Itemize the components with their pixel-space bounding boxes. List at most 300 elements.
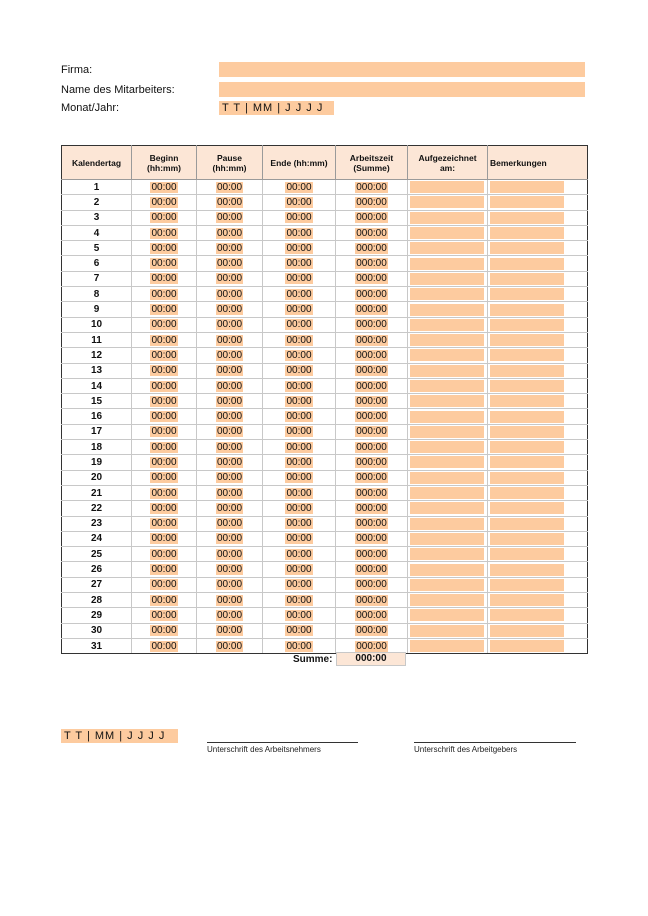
pause-input[interactable]: 00:00 <box>216 426 243 438</box>
pause-input[interactable]: 00:00 <box>216 472 243 484</box>
signature-line-employee <box>207 742 358 743</box>
beginn-input[interactable]: 00:00 <box>151 258 177 270</box>
day-cell: 11 <box>62 332 132 347</box>
ende-input[interactable]: 00:00 <box>286 609 312 621</box>
table-row <box>62 256 588 271</box>
day-cell: 29 <box>62 608 132 623</box>
ende-input[interactable]: 00:00 <box>286 273 312 285</box>
bemerkungen-cell <box>488 256 588 271</box>
ende-input[interactable]: 00:00 <box>286 456 312 468</box>
arbeitszeit-value: 000:00 <box>356 196 387 208</box>
pause-input[interactable]: 00:00 <box>216 579 243 591</box>
pause-cell <box>197 225 263 240</box>
bemerkungen-cell <box>488 378 588 393</box>
table-row <box>62 577 588 592</box>
beginn-input[interactable]: 00:00 <box>151 579 177 591</box>
bemerkungen-cell <box>488 180 588 195</box>
arbeitszeit-value: 000:00 <box>356 609 387 621</box>
arbeitszeit-value: 000:00 <box>356 365 387 377</box>
table-row <box>62 501 588 516</box>
pause-input[interactable]: 00:00 <box>216 441 243 453</box>
aufgezeichnet-cell <box>408 593 488 608</box>
beginn-input[interactable]: 00:00 <box>151 196 177 208</box>
beginn-cell <box>132 577 197 592</box>
arbeitszeit-cell <box>336 547 408 562</box>
arbeitszeit-value: 000:00 <box>356 181 387 193</box>
aufgezeichnet-input[interactable] <box>410 548 484 560</box>
aufgezeichnet-cell <box>408 547 488 562</box>
ende-input[interactable]: 00:00 <box>286 579 312 591</box>
ende-input[interactable]: 00:00 <box>286 242 312 254</box>
pause-input[interactable]: 00:00 <box>216 456 243 468</box>
ende-input[interactable]: 00:00 <box>286 227 312 239</box>
aufgezeichnet-input[interactable] <box>410 594 484 606</box>
aufgezeichnet-input[interactable] <box>410 533 484 545</box>
aufgezeichnet-input[interactable] <box>410 212 484 224</box>
aufgezeichnet-cell <box>408 332 488 347</box>
day-cell: 7 <box>62 271 132 286</box>
bemerkungen-input[interactable] <box>490 625 564 637</box>
pause-cell <box>197 577 263 592</box>
ende-cell <box>263 577 336 592</box>
aufgezeichnet-cell <box>408 363 488 378</box>
pause-input[interactable]: 00:00 <box>216 288 243 300</box>
pause-input[interactable]: 00:00 <box>216 273 243 285</box>
ende-input[interactable]: 00:00 <box>286 441 312 453</box>
beginn-cell <box>132 363 197 378</box>
pause-input[interactable]: 00:00 <box>216 594 243 606</box>
day-cell: 8 <box>62 287 132 302</box>
ende-input[interactable]: 00:00 <box>286 349 312 361</box>
aufgezeichnet-cell <box>408 440 488 455</box>
ende-cell <box>263 501 336 516</box>
pause-input[interactable]: 00:00 <box>216 258 243 270</box>
ende-cell <box>263 547 336 562</box>
beginn-input[interactable]: 00:00 <box>151 395 177 407</box>
aufgezeichnet-input[interactable] <box>410 395 484 407</box>
table-row <box>62 547 588 562</box>
ende-cell <box>263 378 336 393</box>
arbeitszeit-cell <box>336 271 408 286</box>
bemerkungen-input[interactable] <box>490 609 564 621</box>
beginn-cell <box>132 180 197 195</box>
bemerkungen-input[interactable] <box>490 258 564 270</box>
aufgezeichnet-input[interactable] <box>410 242 484 254</box>
footer-date-input[interactable]: T T | MM | J J J J <box>61 729 178 743</box>
beginn-input[interactable]: 00:00 <box>151 609 177 621</box>
day-cell: 1 <box>62 180 132 195</box>
ende-cell <box>263 638 336 653</box>
bemerkungen-cell <box>488 287 588 302</box>
bemerkungen-input[interactable] <box>490 304 564 316</box>
aufgezeichnet-cell <box>408 287 488 302</box>
pause-input[interactable]: 00:00 <box>216 395 243 407</box>
bemerkungen-cell <box>488 348 588 363</box>
day-cell: 15 <box>62 394 132 409</box>
monat-input[interactable]: T T | MM | J J J J <box>219 101 334 115</box>
pause-cell <box>197 271 263 286</box>
ende-input[interactable]: 00:00 <box>286 196 312 208</box>
beginn-input[interactable]: 00:00 <box>151 441 177 453</box>
beginn-cell <box>132 562 197 577</box>
arbeitszeit-value: 000:00 <box>356 518 387 530</box>
bemerkungen-input[interactable] <box>490 365 564 377</box>
table-row <box>62 638 588 653</box>
arbeitszeit-cell <box>336 593 408 608</box>
beginn-input[interactable]: 00:00 <box>151 487 177 499</box>
bemerkungen-input[interactable] <box>490 640 564 652</box>
pause-input[interactable]: 00:00 <box>216 380 243 392</box>
arbeitszeit-cell <box>336 623 408 638</box>
aufgezeichnet-input[interactable] <box>410 426 484 438</box>
beginn-input[interactable]: 00:00 <box>151 594 177 606</box>
table-header-row <box>62 146 588 180</box>
aufgezeichnet-input[interactable] <box>410 411 484 423</box>
beginn-input[interactable]: 00:00 <box>151 242 177 254</box>
table-row <box>62 287 588 302</box>
aufgezeichnet-input[interactable] <box>410 640 484 652</box>
aufgezeichnet-cell <box>408 562 488 577</box>
ende-input[interactable]: 00:00 <box>286 564 312 576</box>
ende-input[interactable]: 00:00 <box>286 548 312 560</box>
beginn-input[interactable]: 00:00 <box>151 518 177 530</box>
beginn-cell <box>132 593 197 608</box>
arbeitszeit-cell <box>336 225 408 240</box>
pause-input[interactable]: 00:00 <box>216 319 243 331</box>
beginn-input[interactable]: 00:00 <box>151 640 177 652</box>
bemerkungen-cell <box>488 409 588 424</box>
bemerkungen-input[interactable] <box>490 411 564 423</box>
beginn-cell <box>132 348 197 363</box>
aufgezeichnet-input[interactable] <box>410 502 484 514</box>
bemerkungen-input[interactable] <box>490 319 564 331</box>
mitarbeiter-label: Name des Mitarbeiters: <box>61 84 175 96</box>
aufgezeichnet-input[interactable] <box>410 196 484 208</box>
beginn-input[interactable]: 00:00 <box>151 548 177 560</box>
day-cell: 25 <box>62 547 132 562</box>
arbeitszeit-cell <box>336 608 408 623</box>
ende-input[interactable]: 00:00 <box>286 533 312 545</box>
beginn-cell <box>132 547 197 562</box>
aufgezeichnet-input[interactable] <box>410 365 484 377</box>
pause-cell <box>197 210 263 225</box>
bemerkungen-cell <box>488 332 588 347</box>
aufgezeichnet-cell <box>408 180 488 195</box>
arbeitszeit-cell <box>336 440 408 455</box>
ende-input[interactable]: 00:00 <box>286 181 312 193</box>
arbeitszeit-value: 000:00 <box>356 380 387 392</box>
beginn-input[interactable]: 00:00 <box>151 411 177 423</box>
ende-input[interactable]: 00:00 <box>286 304 312 316</box>
beginn-cell <box>132 287 197 302</box>
ende-input[interactable]: 00:00 <box>286 594 312 606</box>
monat-label: Monat/Jahr: <box>61 102 120 114</box>
pause-input[interactable]: 00:00 <box>216 334 243 346</box>
ende-input[interactable]: 00:00 <box>286 258 312 270</box>
beginn-input[interactable]: 00:00 <box>151 181 177 193</box>
ende-cell <box>263 363 336 378</box>
bemerkungen-cell <box>488 394 588 409</box>
aufgezeichnet-cell <box>408 378 488 393</box>
beginn-cell <box>132 409 197 424</box>
arbeitszeit-cell <box>336 470 408 485</box>
beginn-input[interactable]: 00:00 <box>151 227 177 239</box>
table-row <box>62 470 588 485</box>
aufgezeichnet-input[interactable] <box>410 441 484 453</box>
ende-cell <box>263 302 336 317</box>
bemerkungen-cell <box>488 531 588 546</box>
pause-input[interactable]: 00:00 <box>216 533 243 545</box>
ende-input[interactable]: 00:00 <box>286 395 312 407</box>
aufgezeichnet-cell <box>408 623 488 638</box>
bemerkungen-input[interactable] <box>490 426 564 438</box>
pause-input[interactable]: 00:00 <box>216 564 243 576</box>
arbeitszeit-value: 000:00 <box>356 258 387 270</box>
ende-input[interactable]: 00:00 <box>286 212 312 224</box>
beginn-input[interactable]: 00:00 <box>151 472 177 484</box>
arbeitszeit-value: 000:00 <box>356 273 387 285</box>
beginn-cell <box>132 531 197 546</box>
pause-cell <box>197 256 263 271</box>
bemerkungen-input[interactable] <box>490 196 564 208</box>
arbeitszeit-cell <box>336 195 408 210</box>
pause-input[interactable]: 00:00 <box>216 304 243 316</box>
aufgezeichnet-input[interactable] <box>410 227 484 239</box>
ende-input[interactable]: 00:00 <box>286 319 312 331</box>
day-cell: 6 <box>62 256 132 271</box>
pause-input[interactable]: 00:00 <box>216 625 243 637</box>
bemerkungen-input[interactable] <box>490 380 564 392</box>
beginn-input[interactable]: 00:00 <box>151 380 177 392</box>
aufgezeichnet-input[interactable] <box>410 258 484 270</box>
pause-input[interactable]: 00:00 <box>216 227 243 239</box>
beginn-input[interactable]: 00:00 <box>151 334 177 346</box>
pause-cell <box>197 638 263 653</box>
aufgezeichnet-cell <box>408 608 488 623</box>
bemerkungen-input[interactable] <box>490 395 564 407</box>
bemerkungen-input[interactable] <box>490 579 564 591</box>
bemerkungen-cell <box>488 271 588 286</box>
aufgezeichnet-cell <box>408 256 488 271</box>
bemerkungen-cell <box>488 225 588 240</box>
ende-cell <box>263 562 336 577</box>
bemerkungen-cell <box>488 440 588 455</box>
pause-cell <box>197 593 263 608</box>
arbeitszeit-cell <box>336 317 408 332</box>
beginn-input[interactable]: 00:00 <box>151 426 177 438</box>
signature-line-employer <box>414 742 576 743</box>
bemerkungen-cell <box>488 547 588 562</box>
table-row <box>62 608 588 623</box>
ende-input[interactable]: 00:00 <box>286 640 312 652</box>
beginn-input[interactable]: 00:00 <box>151 212 177 224</box>
ende-input[interactable]: 00:00 <box>286 518 312 530</box>
bemerkungen-cell <box>488 485 588 500</box>
bemerkungen-input[interactable] <box>490 456 564 468</box>
bemerkungen-input[interactable] <box>490 594 564 606</box>
signature-label-employer: Unterschrift des Arbeitgebers <box>414 745 518 754</box>
bemerkungen-input[interactable] <box>490 273 564 285</box>
bemerkungen-input[interactable] <box>490 518 564 530</box>
beginn-input[interactable]: 00:00 <box>151 625 177 637</box>
ende-input[interactable]: 00:00 <box>286 411 312 423</box>
arbeitszeit-cell <box>336 501 408 516</box>
ende-cell <box>263 287 336 302</box>
ende-input[interactable]: 00:00 <box>286 472 312 484</box>
pause-input[interactable]: 00:00 <box>216 548 243 560</box>
aufgezeichnet-input[interactable] <box>410 319 484 331</box>
aufgezeichnet-input[interactable] <box>410 625 484 637</box>
arbeitszeit-value: 000:00 <box>356 334 387 346</box>
table-row <box>62 363 588 378</box>
table-row <box>62 593 588 608</box>
arbeitszeit-value: 000:00 <box>356 426 387 438</box>
ende-input[interactable]: 00:00 <box>286 380 312 392</box>
table-row <box>62 440 588 455</box>
bemerkungen-input[interactable] <box>490 564 564 576</box>
pause-cell <box>197 348 263 363</box>
table-row <box>62 210 588 225</box>
beginn-input[interactable]: 00:00 <box>151 288 177 300</box>
aufgezeichnet-input[interactable] <box>410 472 484 484</box>
aufgezeichnet-input[interactable] <box>410 487 484 499</box>
col-kalendertag: Kalendertag <box>62 146 132 180</box>
bemerkungen-input[interactable] <box>490 288 564 300</box>
bemerkungen-input[interactable] <box>490 502 564 514</box>
beginn-cell <box>132 516 197 531</box>
pause-cell <box>197 378 263 393</box>
pause-input[interactable]: 00:00 <box>216 212 243 224</box>
table-row <box>62 271 588 286</box>
beginn-cell <box>132 440 197 455</box>
bemerkungen-cell <box>488 577 588 592</box>
pause-input[interactable]: 00:00 <box>216 411 243 423</box>
day-cell: 10 <box>62 317 132 332</box>
table-row <box>62 180 588 195</box>
table-row <box>62 394 588 409</box>
aufgezeichnet-input[interactable] <box>410 609 484 621</box>
arbeitszeit-cell <box>336 302 408 317</box>
pause-input[interactable]: 00:00 <box>216 349 243 361</box>
beginn-input[interactable]: 00:00 <box>151 533 177 545</box>
col-pause: Pause (hh:mm) <box>197 146 263 180</box>
arbeitszeit-cell <box>336 332 408 347</box>
table-row <box>62 531 588 546</box>
pause-input[interactable]: 00:00 <box>216 609 243 621</box>
bemerkungen-input[interactable] <box>490 548 564 560</box>
arbeitszeit-value: 000:00 <box>356 456 387 468</box>
mitarbeiter-input[interactable] <box>219 82 585 97</box>
beginn-cell <box>132 608 197 623</box>
aufgezeichnet-input[interactable] <box>410 304 484 316</box>
beginn-input[interactable]: 00:00 <box>151 349 177 361</box>
beginn-input[interactable]: 00:00 <box>151 564 177 576</box>
bemerkungen-input[interactable] <box>490 227 564 239</box>
aufgezeichnet-input[interactable] <box>410 273 484 285</box>
beginn-input[interactable]: 00:00 <box>151 456 177 468</box>
aufgezeichnet-input[interactable] <box>410 564 484 576</box>
bemerkungen-cell <box>488 516 588 531</box>
pause-input[interactable]: 00:00 <box>216 640 243 652</box>
pause-input[interactable]: 00:00 <box>216 242 243 254</box>
pause-input[interactable]: 00:00 <box>216 365 243 377</box>
beginn-input[interactable]: 00:00 <box>151 273 177 285</box>
beginn-input[interactable]: 00:00 <box>151 319 177 331</box>
ende-input[interactable]: 00:00 <box>286 426 312 438</box>
aufgezeichnet-cell <box>408 409 488 424</box>
aufgezeichnet-input[interactable] <box>410 380 484 392</box>
ende-input[interactable]: 00:00 <box>286 334 312 346</box>
aufgezeichnet-input[interactable] <box>410 181 484 193</box>
bemerkungen-input[interactable] <box>490 242 564 254</box>
bemerkungen-input[interactable] <box>490 533 564 545</box>
day-cell: 2 <box>62 195 132 210</box>
bemerkungen-input[interactable] <box>490 441 564 453</box>
ende-cell <box>263 225 336 240</box>
beginn-cell <box>132 470 197 485</box>
aufgezeichnet-input[interactable] <box>410 334 484 346</box>
beginn-input[interactable]: 00:00 <box>151 365 177 377</box>
bemerkungen-input[interactable] <box>490 472 564 484</box>
table-row <box>62 409 588 424</box>
day-cell: 31 <box>62 638 132 653</box>
arbeitszeit-value: 000:00 <box>356 625 387 637</box>
ende-input[interactable]: 00:00 <box>286 365 312 377</box>
bemerkungen-cell <box>488 363 588 378</box>
pause-input[interactable]: 00:00 <box>216 196 243 208</box>
pause-input[interactable]: 00:00 <box>216 518 243 530</box>
ende-cell <box>263 256 336 271</box>
bemerkungen-input[interactable] <box>490 487 564 499</box>
ende-input[interactable]: 00:00 <box>286 487 312 499</box>
col-bemerkungen: Bemerkungen <box>488 146 588 180</box>
table-row <box>62 455 588 470</box>
arbeitszeit-cell <box>336 409 408 424</box>
aufgezeichnet-input[interactable] <box>410 579 484 591</box>
aufgezeichnet-input[interactable] <box>410 456 484 468</box>
firma-input[interactable] <box>219 62 585 77</box>
pause-input[interactable]: 00:00 <box>216 487 243 499</box>
pause-cell <box>197 363 263 378</box>
beginn-input[interactable]: 00:00 <box>151 502 177 514</box>
table-row <box>62 424 588 439</box>
pause-input[interactable]: 00:00 <box>216 181 243 193</box>
pause-input[interactable]: 00:00 <box>216 502 243 514</box>
beginn-cell <box>132 195 197 210</box>
bemerkungen-input[interactable] <box>490 181 564 193</box>
pause-cell <box>197 317 263 332</box>
aufgezeichnet-input[interactable] <box>410 288 484 300</box>
bemerkungen-input[interactable] <box>490 212 564 224</box>
bemerkungen-input[interactable] <box>490 349 564 361</box>
ende-input[interactable]: 00:00 <box>286 502 312 514</box>
ende-input[interactable]: 00:00 <box>286 288 312 300</box>
ende-input[interactable]: 00:00 <box>286 625 312 637</box>
pause-cell <box>197 409 263 424</box>
day-cell: 12 <box>62 348 132 363</box>
pause-cell <box>197 470 263 485</box>
beginn-input[interactable]: 00:00 <box>151 304 177 316</box>
aufgezeichnet-input[interactable] <box>410 349 484 361</box>
ende-cell <box>263 470 336 485</box>
ende-cell <box>263 271 336 286</box>
bemerkungen-input[interactable] <box>490 334 564 346</box>
aufgezeichnet-input[interactable] <box>410 518 484 530</box>
ende-cell <box>263 210 336 225</box>
day-cell: 28 <box>62 593 132 608</box>
ende-cell <box>263 608 336 623</box>
aufgezeichnet-cell <box>408 317 488 332</box>
